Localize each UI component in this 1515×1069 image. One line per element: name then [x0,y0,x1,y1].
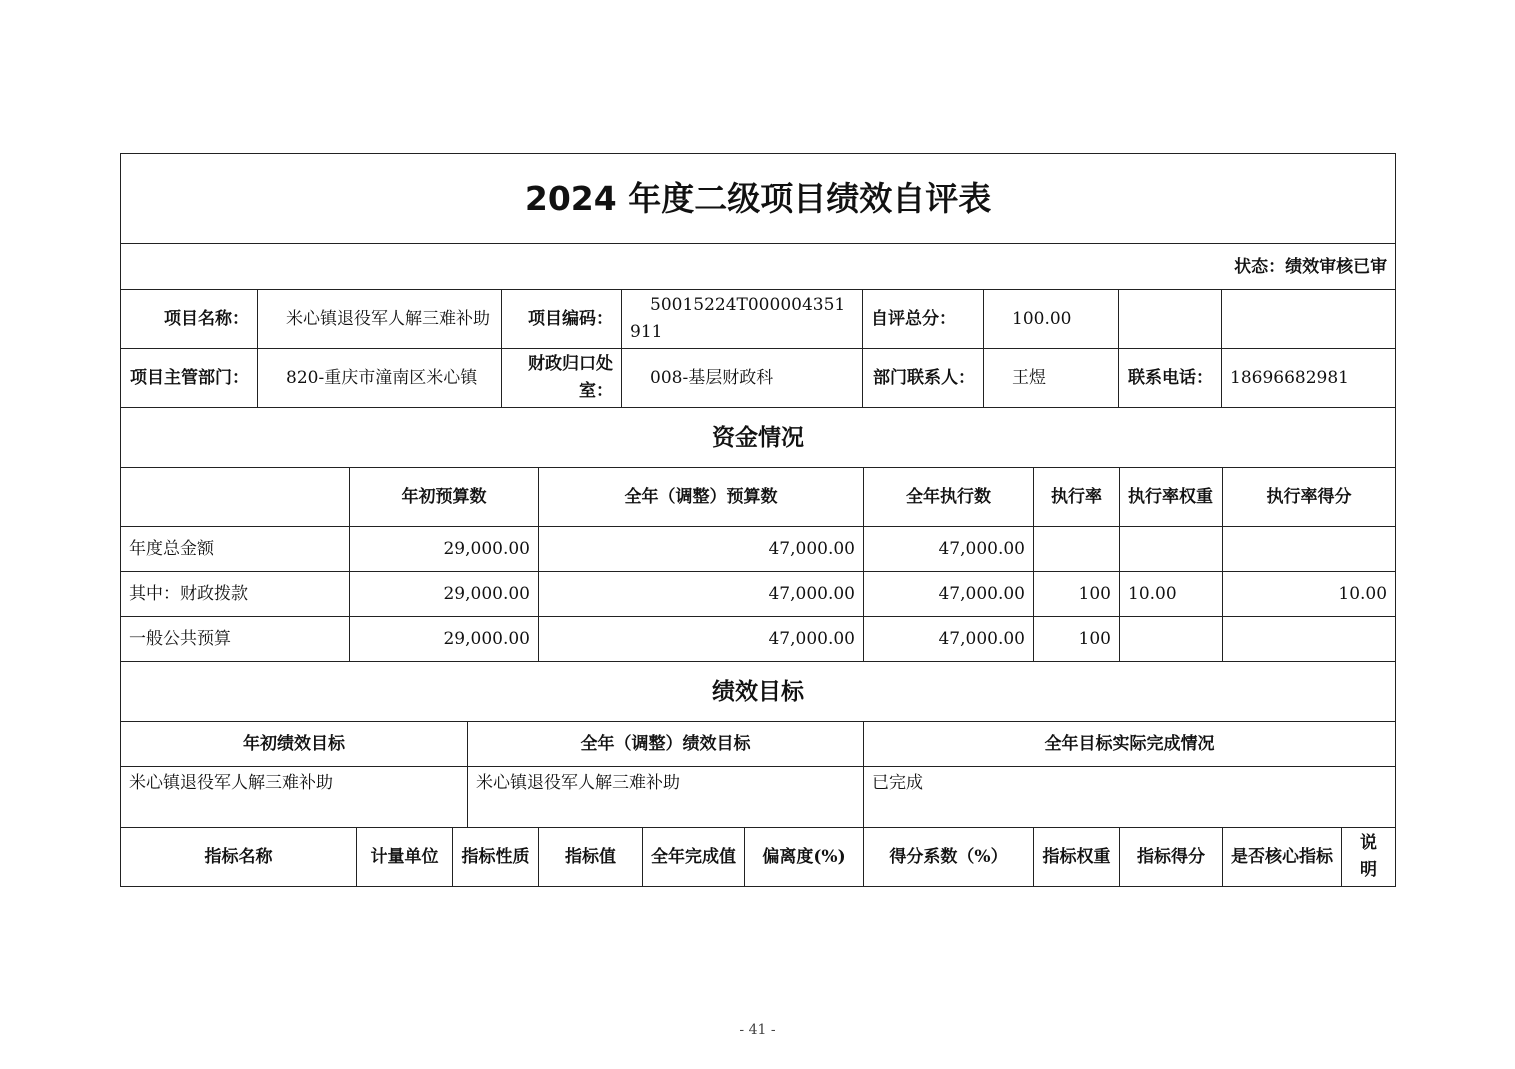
funds-cell: 100 [1034,617,1120,662]
funds-cell [1120,527,1223,572]
funds-cell: 100 [1034,572,1120,617]
funds-cell: 10.00 [1223,572,1396,617]
goals-header-initial: 年初绩效目标 [121,722,468,767]
indicator-header-unit: 计量单位 [357,828,453,887]
indicator-header-value: 指标值 [539,828,643,887]
funds-header-initial-budget: 年初预算数 [350,468,539,527]
funds-row-label: 年度总金额 [121,527,350,572]
funds-cell: 47,000.00 [864,617,1034,662]
dept-value: 820-重庆市潼南区米心镇 [258,349,502,408]
page-number: - 41 - [739,1022,776,1038]
phone-value: 18696682981 [1222,349,1396,408]
funds-cell: 47,000.00 [539,527,864,572]
indicators-table [120,827,1396,887]
funds-cell [1120,617,1223,662]
funds-row-label: 其中：财政拨款 [121,572,350,617]
funds-header-exec-rate: 执行率 [1034,468,1120,527]
goals-initial-value: 米心镇退役军人解三难补助 [121,767,468,828]
funds-header-executed: 全年执行数 [864,468,1034,527]
contact-label: 部门联系人： [863,349,984,408]
goals-table [120,661,1396,828]
phone-label: 联系电话： [1119,349,1222,408]
funds-header-rate-weight: 执行率权重 [1120,468,1223,527]
funds-row-label: 一般公共预算 [121,617,350,662]
funds-section-title: 资金情况 [121,408,1396,468]
funds-table [120,407,1396,662]
table-row [121,617,1396,662]
funds-cell: 47,000.00 [864,527,1034,572]
project-name-value: 米心镇退役军人解三难补助 [258,290,502,349]
finance-value: 008-基层财政科 [622,349,863,408]
indicator-header-score: 指标得分 [1120,828,1223,887]
status-text: 状态：绩效审核已审 [121,244,1396,290]
goals-actual-value: 已完成 [864,767,1396,828]
page-title: 2024 年度二级项目绩效自评表 [121,154,1396,244]
funds-header-blank [121,468,350,527]
funds-cell [1034,527,1120,572]
goals-header-adjusted: 全年（调整）绩效目标 [468,722,864,767]
indicator-header-score-coef: 得分系数（%） [864,828,1034,887]
empty-cell [1119,290,1222,349]
goals-section-title: 绩效目标 [121,662,1396,722]
project-code-value: 50015224T000004351911 [622,290,863,349]
funds-cell: 10.00 [1120,572,1223,617]
indicator-header-weight: 指标权重 [1034,828,1120,887]
indicator-header-note: 说明 [1342,828,1396,887]
indicator-header-core: 是否核心指标 [1223,828,1342,887]
funds-cell [1223,617,1396,662]
self-score-value: 100.00 [984,290,1119,349]
funds-cell [1223,527,1396,572]
contact-value: 王煜 [984,349,1119,408]
indicator-header-completed: 全年完成值 [643,828,745,887]
empty-cell [1222,290,1396,349]
performance-evaluation-sheet [120,153,1395,887]
project-name-label: 项目名称： [121,290,258,349]
funds-header-adjusted-budget: 全年（调整）预算数 [539,468,864,527]
funds-cell: 47,000.00 [539,572,864,617]
dept-label: 项目主管部门： [121,349,258,408]
finance-label: 财政归口处室： [502,349,622,408]
goals-header-actual: 全年目标实际完成情况 [864,722,1396,767]
indicator-header-nature: 指标性质 [453,828,539,887]
funds-cell: 29,000.00 [350,617,539,662]
table-row [121,572,1396,617]
indicator-header-deviation: 偏离度(%) [745,828,864,887]
funds-cell: 47,000.00 [864,572,1034,617]
table-row [121,527,1396,572]
funds-header-rate-score: 执行率得分 [1223,468,1396,527]
project-code-label: 项目编码： [502,290,622,349]
funds-cell: 29,000.00 [350,572,539,617]
goals-adjusted-value: 米心镇退役军人解三难补助 [468,767,864,828]
funds-cell: 47,000.00 [539,617,864,662]
self-score-label: 自评总分： [863,290,984,349]
funds-cell: 29,000.00 [350,527,539,572]
indicator-header-name: 指标名称 [121,828,357,887]
header-table [120,153,1396,408]
